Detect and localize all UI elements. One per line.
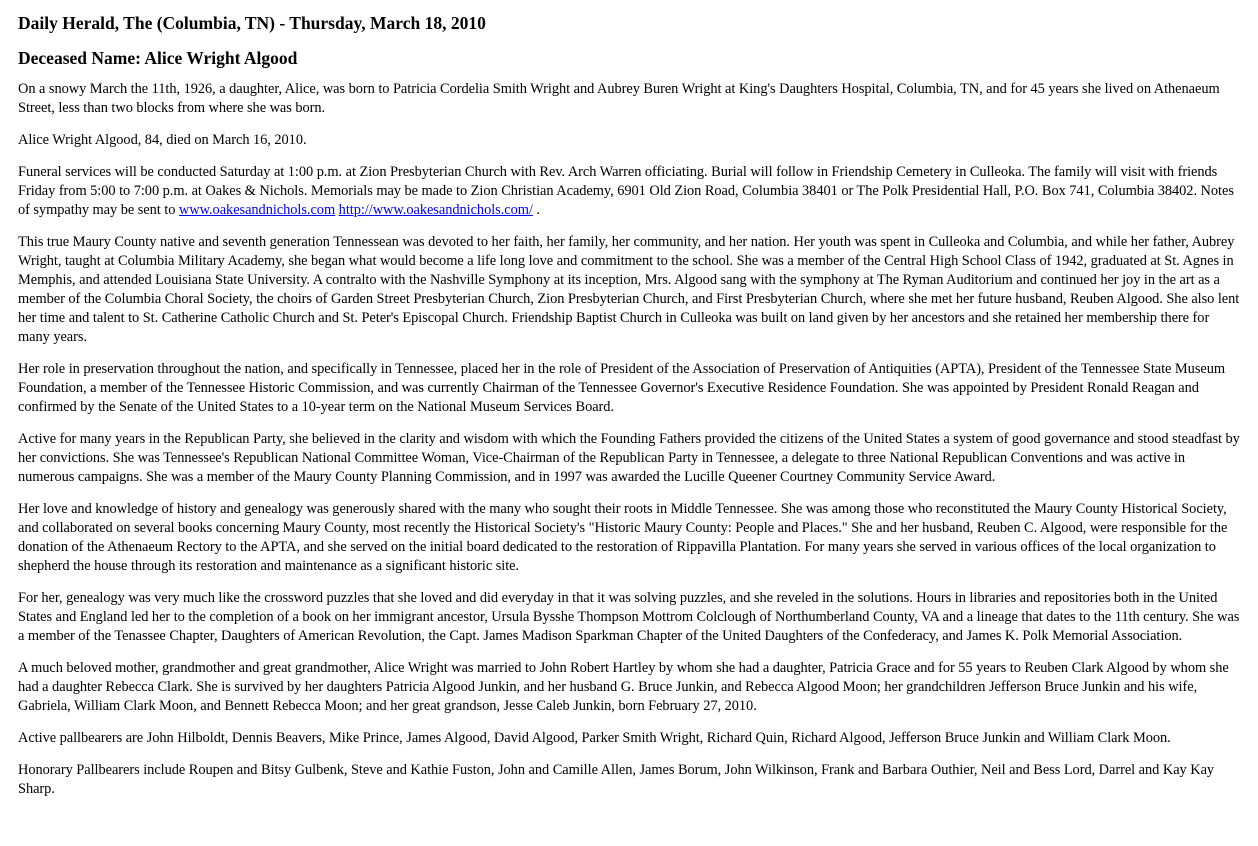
paragraph-honorary-pallbearers: Honorary Pallbearers include Roupen and Bitsy Gulbenk, Steve and Kathie Fuston, John and Camille Allen, James Borum, John Wilkinson, Frank and Barbara Outhier, Neil and Bess Lord, Darrel and Kay Kay Sharp. [18,762,1215,797]
deceased-name: Deceased Name: Alice Wright Algood [18,48,298,68]
paragraph-funeral [18,163,1240,220]
paragraph-death: Alice Wright Algood, 84, died on March 16, 2010. [18,132,307,148]
funeral-text: Funeral services will be conducted Saturday at 1:00 p.m. at Zion Presbyterian Church with Rev. Arch Warren officiating. Burial will follow in Friendship Cemetery in Culleoka. The family will visit with friends Friday from 5:00 to 7:00 p.m. at Oakes & Nichols. Memorials may be made to Zion Christian Academy, 6901 Old Zion Road, Columbia 38401 or The Polk Presidential Hall, P.O. Box 741, Columbia 38402. Notes of sympathy may be sent to [18,164,1234,218]
link-oakesandnichols-url[interactable]: http://www.oakesandnichols.com/ [338,202,533,218]
funeral-text-end: . [532,202,540,218]
paragraph-pallbearers: Active pallbearers are John Hilboldt, Dennis Beavers, Mike Prince, James Algood, David Algood, Parker Smith Wright, Richard Quin, Richard Algood, Jefferson Bruce Junkin and William Clark Moon. [18,730,1171,746]
link-oakesandnichols[interactable]: www.oakesandnichols.com [178,202,336,218]
paragraph-birth: On a snowy March the 11th, 1926, a daughter, Alice, was born to Patricia Cordelia Smith Wright and Aubrey Buren Wright at King's Daughters Hospital, Columbia, TN, and for 45 years she lived on Athenaeum Street, less than two blocks from where she was born. [18,81,1220,116]
paragraph-life: This true Maury County native and seventh generation Tennessean was devoted to her faith, her family, her community, and her nation. Her youth was spent in Culleoka and Columbia, and while her father, Aubrey Wright, taught at Columbia Military Academy, she began what would become a life long love and commitment to the school. She was a member of the Central High School Class of 1942, graduated at St. Agnes in Memphis, and attended Louisiana State University. A contralto with the Nashville Symphony at its inception, Mrs. Algood sang with the symphony at The Ryman Auditorium and continued her joy in the art as a member of the Columbia Choral Society, the choirs of Garden Street Presbyterian Church, Zion Presbyterian Church, and First Presbyterian Church, where she met her future husband, Reuben Algood. She also lent her time and talent to St. Catherine Catholic Church and St. Peter's Episcopal Church. Friendship Baptist Church in Culleoka was built on land given by her ancestors and she retained her membership there for many years. [18,234,1240,345]
paragraph-history: Her love and knowledge of history and genealogy was generously shared with the many who sought their roots in Middle Tennessee. She was among those who reconstituted the Maury County Historical Society, and collaborated on several books concerning Maury County, most recently the Historical Society's "Historic Maury County: People and Places." She and her husband, Reuben C. Algood, were responsible for the donation of the Athenaeum Rectory to the APTA, and she served on the initial board dedicated to the restoration of Rippavilla Plantation. For many years she served in various offices of the local organization to shepherd the house through its restoration and maintenance as a significant historic site. [18,501,1228,574]
paragraph-politics: Active for many years in the Republican Party, she believed in the clarity and wisdom with which the Founding Fathers provided the citizens of the United States a system of good governance and stood steadfast by her convictions. She was Tennessee's Republican National Committee Woman, Vice-Chairman of the Republican Party in Tennessee, a delegate to three National Republican Conventions and was active in numerous campaigns. She was a member of the Maury County Planning Commission, and in 1997 was awarded the Lucille Queener Courtney Community Service Award. [18,431,1240,485]
paragraph-genealogy: For her, genealogy was very much like the crossword puzzles that she loved and did everyday in that it was solving puzzles, and she reveled in the solutions. Hours in libraries and repositories both in the United States and England led her to the completion of a book on her immigrant ancestor, Ursula Bysshe Thompson Mottrom Colclough of Northumberland County, VA and a lineage that dates to the 11th century. She was a member of the Tenassee Chapter, Daughters of American Revolution, the Capt. James Madison Sparkman Chapter of the United Daughters of the Confederacy, and James K. Polk Memorial Association. [18,590,1240,644]
paragraph-family: A much beloved mother, grandmother and great grandmother, Alice Wright was married to John Robert Hartley by whom she had a daughter, Patricia Grace and for 55 years to Reuben Clark Algood by whom she had a daughter Rebecca Clark. She is survived by her daughters Patricia Algood Junkin, and her husband G. Bruce Junkin, and Rebecca Algood Moon; her grandchildren Jefferson Bruce Junkin and his wife, Gabriela, William Clark Moon, and Bennett Rebecca Moon; and her great grandson, Jesse Caleb Junkin, born February 27, 2010. [18,660,1229,714]
paragraph-preservation: Her role in preservation throughout the nation, and specifically in Tennessee, placed her in the role of President of the Association of Preservation of Antiquities (APTA), President of the Tennessee State Museum Foundation, a member of the Tennessee Historic Commission, and was currently Chairman of the Tennessee Governor's Executive Residence Foundation. She was appointed by President Ronald Reagan and confirmed by the Senate of the United States to a 10-year term on the National Museum Services Board. [18,361,1226,415]
source-line: Daily Herald, The (Columbia, TN) - Thursday, March 18, 2010 [18,13,486,33]
